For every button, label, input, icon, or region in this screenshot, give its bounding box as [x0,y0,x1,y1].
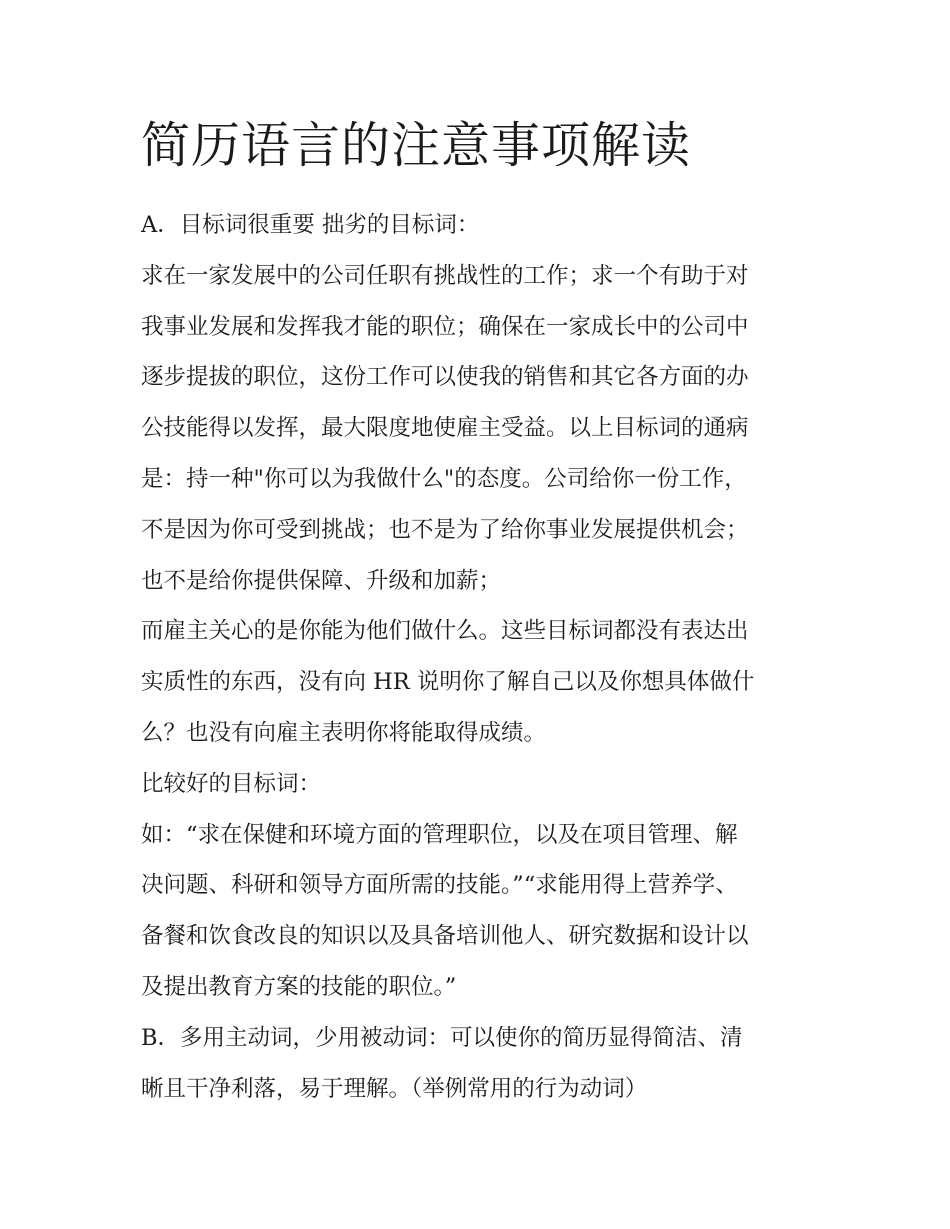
text-line: 么？也没有向雇主表明你将能取得成绩。 [141,719,547,746]
text-line: 求在一家发展中的公司任职有挑战性的工作；求一个有助于对 [141,262,749,289]
text-line: 也不是给你提供保障、升级和加薪； [141,567,502,594]
text-line: 如：“求在保健和环境方面的管理职位，以及在项目管理、解 [141,821,738,848]
document-body [141,110,816,1114]
text-line: 决问题、科研和领导方面所需的技能。”“求能用得上营养学、 [141,872,738,899]
text-line: 公技能得以发挥，最大限度地使雇主受益。以上目标词的通病 [141,415,749,442]
text-line: A．目标词很重要 拙劣的目标词： [141,212,480,238]
text-line: 而雇主关心的是你能为他们做什么。这些目标词都没有表达出 [141,618,749,645]
text-line: 备餐和饮食改良的知识以及具备培训他人、研究数据和设计以 [141,923,749,950]
text-line: 不是因为你可受到挑战；也不是为了给你事业发展提供机会； [141,516,749,543]
text-line: 实质性的东西，没有向 HR 说明你了解自己以及你想具体做什 [141,669,755,696]
text-line: 我事业发展和发挥我才能的职位；确保在一家成长中的公司中 [141,313,749,340]
text-line: 晰且干净利落，易于理解。（举例常用的行为动词） [141,1075,648,1102]
text-line: 比较好的目标词： [141,770,322,797]
text-line: 及提出教育方案的技能的职位。” [141,973,457,1000]
document-title: 简历语言的注意事项解读 [141,117,692,174]
text-line: B．多用主动词，少用被动词：可以使你的简历显得简洁、清 [141,1024,743,1051]
text-line: 逐步提拔的职位，这份工作可以使我的销售和其它各方面的办 [141,364,749,391]
text-line: 是：持一种"你可以为我做什么"的态度。公司给你一份工作， [141,465,747,492]
